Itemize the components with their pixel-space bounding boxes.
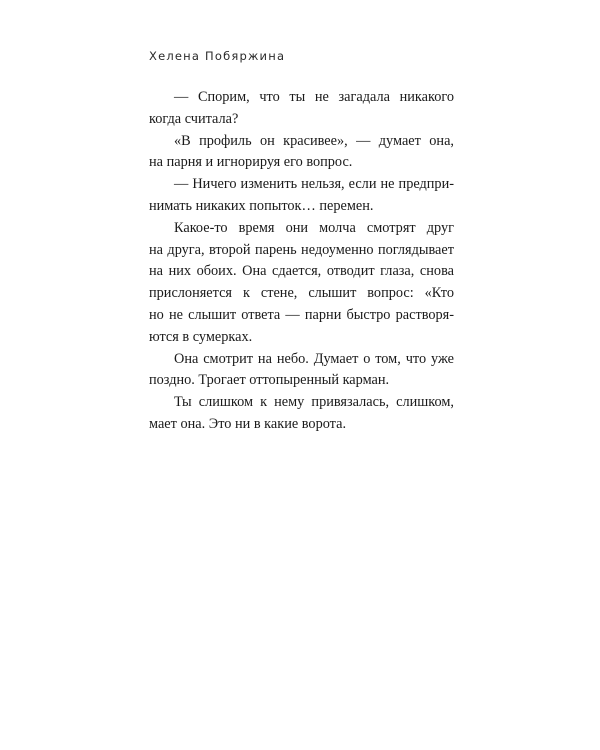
paragraph — [149, 392, 454, 436]
paragraph — [149, 218, 454, 349]
paragraph — [149, 131, 454, 175]
paragraph — [149, 349, 454, 393]
text-line: на друга, второй парень недоуменно поглядывает — [149, 241, 454, 258]
text-line: когда считала? — [149, 110, 239, 127]
text-line: Она смотрит на небо. Думает о том, что уже — [174, 350, 454, 367]
running-head-author: Хелена Побяржина — [149, 49, 286, 63]
body-text — [149, 87, 454, 436]
text-line: «В профиль он красивее», — думает она, — [174, 132, 454, 149]
text-line: Ты слишком к нему привязалась, слишком, — [174, 394, 454, 411]
paragraph — [149, 87, 454, 131]
text-line: Какое-то время они молча смотрят друг — [174, 219, 454, 236]
text-line: но не слышит ответа — парни быстро растворя- — [149, 306, 454, 323]
text-line: — Спорим, что ты не загадала никакого — [174, 89, 454, 105]
text-line: на них обоих. Она сдается, отводит глаза, снова — [149, 263, 454, 280]
paragraph — [149, 174, 454, 218]
text-line: мает она. Это ни в какие ворота. — [149, 415, 347, 432]
text-line: прислоняется к стене, слышит вопрос: «Кто — [149, 285, 454, 302]
text-line: поздно. Трогает оттопыренный карман. — [149, 372, 390, 389]
text-line: нимать никаких попыток… перемен. — [149, 197, 374, 214]
text-line: — Ничего изменить нельзя, если не предпри- — [174, 176, 454, 193]
text-line: на парня и игнорируя его вопрос. — [149, 154, 353, 171]
text-line: ются в сумерках. — [149, 328, 253, 345]
